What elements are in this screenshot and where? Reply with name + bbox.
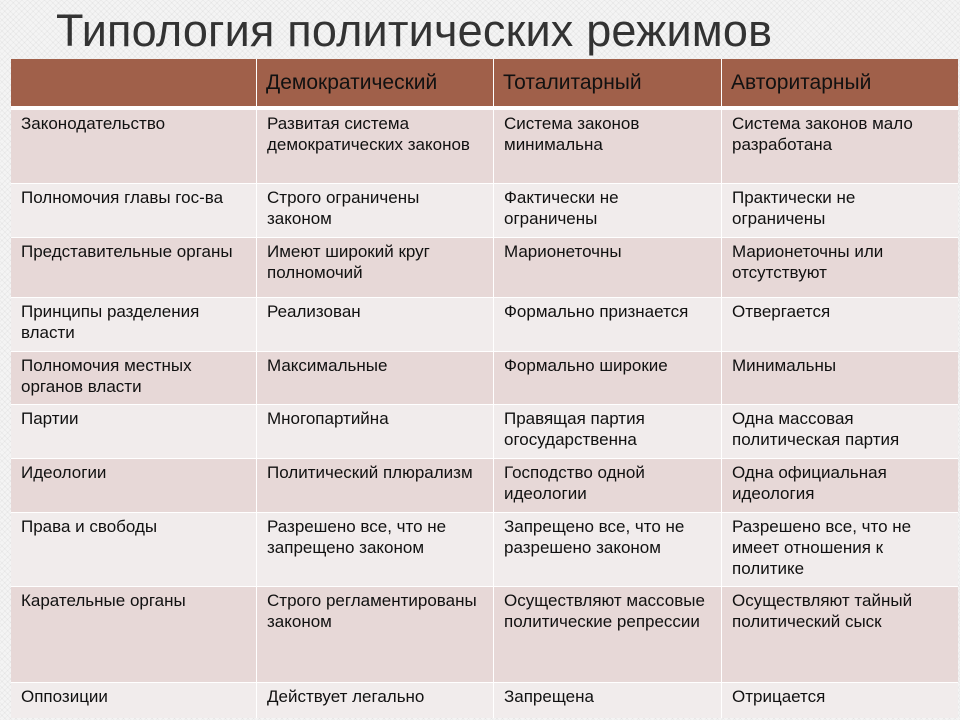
cell-totalitarian: Запрещена [493, 682, 721, 718]
cell-totalitarian: Формально признается [493, 297, 721, 351]
row-label: Идеологии [11, 458, 256, 512]
cell-authoritarian: Практически не ограничены [721, 183, 958, 237]
cell-democratic: Политический плюрализм [256, 458, 493, 512]
header-cell-democratic: Демократический [256, 59, 493, 109]
cell-democratic: Имеют широкий круг полномочий [256, 237, 493, 297]
cell-democratic: Многопартийна [256, 404, 493, 458]
row-label: Оппозиции [11, 682, 256, 718]
row-label: Представительные органы [11, 237, 256, 297]
cell-totalitarian: Система законов минимальна [493, 109, 721, 183]
cell-democratic: Строго регламентированы законом [256, 586, 493, 682]
cell-democratic: Развитая система демократических законов [256, 109, 493, 183]
table-row [11, 351, 958, 404]
table-row [11, 682, 958, 718]
cell-authoritarian: Минимальны [721, 351, 958, 404]
table-row [11, 297, 958, 351]
row-label: Полномочия главы гос-ва [11, 183, 256, 237]
table-row [11, 512, 958, 586]
table-row [11, 458, 958, 512]
cell-authoritarian: Одна официальная идеология [721, 458, 958, 512]
cell-democratic: Максимальные [256, 351, 493, 404]
table-row [11, 237, 958, 297]
cell-totalitarian: Осуществляют массовые политические репрессии [493, 586, 721, 682]
cell-democratic: Действует легально [256, 682, 493, 718]
cell-authoritarian: Осуществляют тайный политический сыск [721, 586, 958, 682]
cell-totalitarian: Запрещено все, что не разрешено законом [493, 512, 721, 586]
table-row [11, 586, 958, 682]
cell-totalitarian: Формально широкие [493, 351, 721, 404]
row-label: Права и свободы [11, 512, 256, 586]
row-label: Законодательство [11, 109, 256, 183]
header-cell-totalitarian: Тоталитарный [493, 59, 721, 109]
regime-typology-table [11, 59, 958, 718]
cell-authoritarian: Разрешено все, что не имеет отношения к политике [721, 512, 958, 586]
cell-authoritarian: Отрицается [721, 682, 958, 718]
table-row [11, 183, 958, 237]
row-label: Принципы разделения власти [11, 297, 256, 351]
cell-authoritarian: Система законов мало разработана [721, 109, 958, 183]
header-cell-authoritarian: Авторитарный [721, 59, 958, 109]
cell-totalitarian: Господство одной идеологии [493, 458, 721, 512]
cell-totalitarian: Марионеточны [493, 237, 721, 297]
cell-totalitarian: Фактически не ограничены [493, 183, 721, 237]
row-label: Партии [11, 404, 256, 458]
cell-authoritarian: Одна массовая политическая партия [721, 404, 958, 458]
header-cell-criteria [11, 59, 256, 109]
cell-totalitarian: Правящая партия огосударственна [493, 404, 721, 458]
cell-democratic: Разрешено все, что не запрещено законом [256, 512, 493, 586]
cell-authoritarian: Отвергается [721, 297, 958, 351]
page-title: Типология политических режимов [56, 5, 773, 56]
cell-democratic: Строго ограничены законом [256, 183, 493, 237]
cell-democratic: Реализован [256, 297, 493, 351]
table-row [11, 404, 958, 458]
row-label: Карательные органы [11, 586, 256, 682]
table-row [11, 109, 958, 183]
cell-authoritarian: Марионеточны или отсутствуют [721, 237, 958, 297]
regime-table-container [11, 59, 958, 720]
table-header-row [11, 59, 958, 109]
row-label: Полномочия местных органов власти [11, 351, 256, 404]
